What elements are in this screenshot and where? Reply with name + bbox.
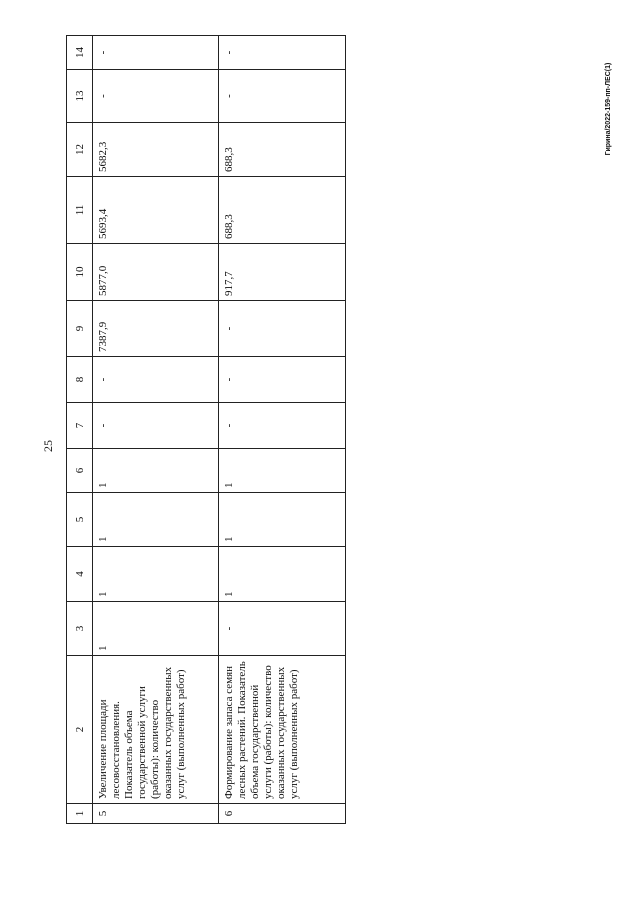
table-cell: 688,3 xyxy=(219,177,346,244)
table-cell: - xyxy=(93,36,219,70)
table-cell: - xyxy=(219,357,346,403)
data-table xyxy=(66,35,346,824)
row-description: Формирование запаса семян лесных растений. Показатель объема государственной услуги (работы): количество оказанных государственных услуг (выполненных работ) xyxy=(219,656,346,804)
table-cell: 5693,4 xyxy=(93,177,219,244)
table-cell: 688,3 xyxy=(219,123,346,177)
table-cell: 917,7 xyxy=(219,244,346,301)
table-cell: 7387,9 xyxy=(93,301,219,357)
header-cell: 14 xyxy=(67,36,93,70)
page-number: 25 xyxy=(41,440,55,452)
table-cell: 1 xyxy=(219,449,346,493)
header-cell: 4 xyxy=(67,547,93,602)
header-cell: 3 xyxy=(67,602,93,656)
table-cell: 5682,3 xyxy=(93,123,219,177)
row-number: 5 xyxy=(93,804,219,824)
table-cell: 1 xyxy=(93,547,219,602)
header-cell: 2 xyxy=(67,656,93,804)
table-cell: - xyxy=(219,70,346,123)
header-cell: 13 xyxy=(67,70,93,123)
table-container xyxy=(66,36,346,824)
table-cell: 5877,0 xyxy=(93,244,219,301)
table-cell: - xyxy=(93,357,219,403)
table-cell: - xyxy=(93,403,219,449)
table-cell: 1 xyxy=(93,449,219,493)
table-cell: - xyxy=(219,403,346,449)
header-cell: 7 xyxy=(67,403,93,449)
table-cell: - xyxy=(219,301,346,357)
row-description: Увеличение площади лесовосстановления. Показатель объема государственной услуги (работы): количество оказанных государственных услуг (выполненных работ) xyxy=(93,656,219,804)
document-stamp: Гирина/2022-159-пп-ЛЕС(1) xyxy=(605,62,612,156)
table-row xyxy=(93,36,219,824)
header-cell: 8 xyxy=(67,357,93,403)
header-cell: 12 xyxy=(67,123,93,177)
header-cell: 1 xyxy=(67,804,93,824)
table-cell: 1 xyxy=(93,602,219,656)
header-cell: 11 xyxy=(67,177,93,244)
header-cell: 6 xyxy=(67,449,93,493)
table-cell: - xyxy=(219,36,346,70)
table-cell: 1 xyxy=(219,547,346,602)
row-number: 6 xyxy=(219,804,346,824)
table-cell: 1 xyxy=(219,493,346,547)
header-row xyxy=(67,36,93,824)
header-cell: 10 xyxy=(67,244,93,301)
table-cell: - xyxy=(93,70,219,123)
table-cell: 1 xyxy=(93,493,219,547)
header-cell: 9 xyxy=(67,301,93,357)
table-cell: - xyxy=(219,602,346,656)
table-row xyxy=(219,36,346,824)
header-cell: 5 xyxy=(67,493,93,547)
